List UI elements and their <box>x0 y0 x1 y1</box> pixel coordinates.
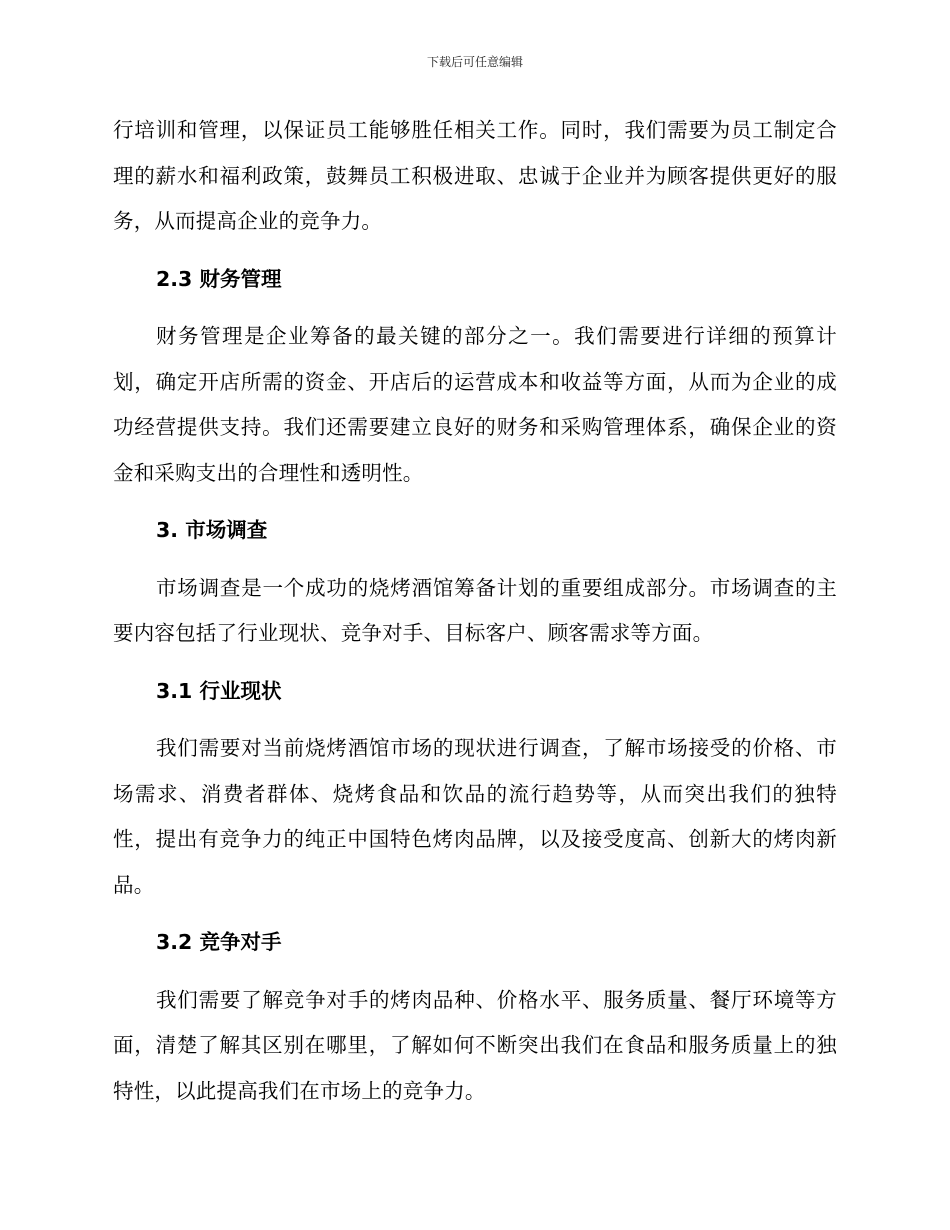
paragraph-staff-training-continued: 行培训和管理，以保证员工能够胜任相关工作。同时，我们需要为员工制定合理的薪水和福利政策，鼓舞员工积极进取、忠诚于企业并为顾客提供更好的服务，从而提高企业的竞争力。 <box>113 118 837 233</box>
paragraph-market-research: 市场调查是一个成功的烧烤酒馆筹备计划的重要组成部分。市场调查的主要内容包括了行业现状、竞争对手、目标客户、顾客需求等方面。 <box>113 575 837 645</box>
heading-market-research: 3. 市场调查 <box>156 518 268 542</box>
heading-financial-management: 2.3 财务管理 <box>156 266 282 291</box>
document-body <box>113 108 837 1114</box>
paragraph-competitors: 我们需要了解竞争对手的烤肉品种、价格水平、服务质量、餐厅环境等方面，清楚了解其区别在哪里，了解如何不断突出我们在食品和服务质量上的独特性，以此提高我们在市场上的竞争力。 <box>113 987 837 1103</box>
page-header: 下载后可任意编辑 <box>426 55 523 69</box>
paragraph-industry-status: 我们需要对当前烧烤酒馆市场的现状进行调查，了解市场接受的价格、市场需求、消费者群体、烧烤食品和饮品的流行趋势等，从而突出我们的独特性，提出有竞争力的纯正中国特色烤肉品牌，以及接受度高、创新大的烤肉新品。 <box>113 736 837 897</box>
paragraph-financial-management: 财务管理是企业筹备的最关键的部分之一。我们需要进行详细的预算计划，确定开店所需的资金、开店后的运营成本和收益等方面，从而为企业的成功经营提供支持。我们还需要建立良好的财务和采购管理体系，确保企业的资金和采购支出的合理性和透明性。 <box>113 324 837 485</box>
heading-industry-status: 3.1 行业现状 <box>156 678 282 703</box>
heading-competitors: 3.2 竞争对手 <box>156 930 282 954</box>
